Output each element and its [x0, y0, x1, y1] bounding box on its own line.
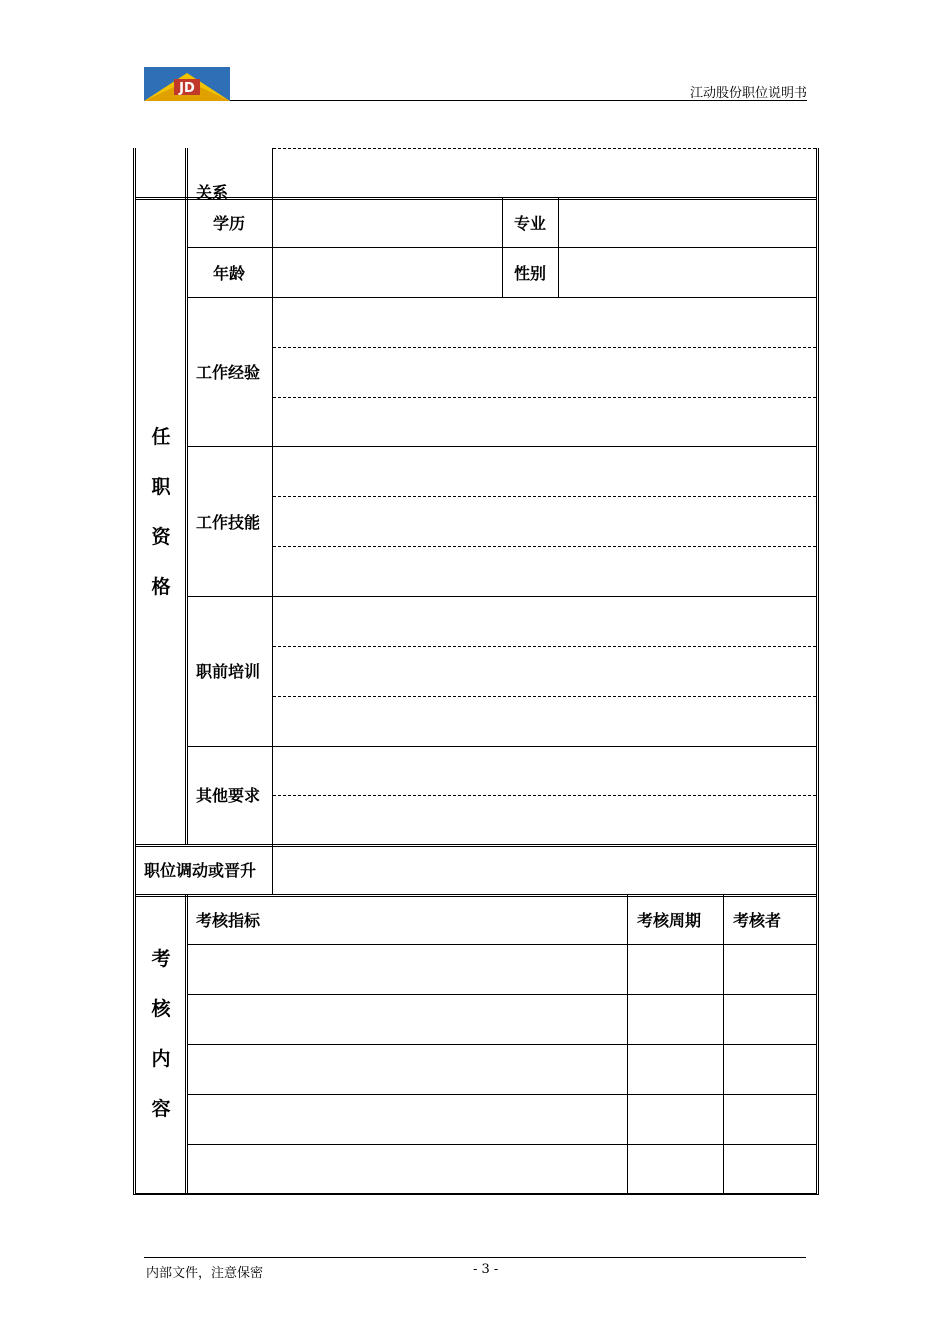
relation-label: 关系	[196, 183, 229, 202]
row-divider	[187, 746, 816, 747]
assessment-section-title: 考 核 内 容	[151, 948, 171, 1120]
gender-label: 性别	[514, 264, 547, 283]
row-divider	[187, 446, 816, 447]
age-label: 年龄	[213, 264, 246, 283]
confidential-notice: 内部文件，注意保密	[146, 1266, 264, 1281]
row-divider	[187, 1044, 816, 1045]
transfer-label: 职位调动或晋升	[144, 861, 257, 880]
dashed-line	[273, 148, 816, 149]
dashed-line	[273, 496, 816, 497]
row-divider	[187, 944, 816, 945]
row-divider	[187, 596, 816, 597]
header-divider	[230, 100, 807, 101]
row-divider	[187, 994, 816, 995]
dashed-line	[273, 696, 816, 697]
dashed-line	[273, 795, 816, 796]
training-label: 职前培训	[196, 662, 261, 681]
assessor-header: 考核者	[733, 911, 782, 930]
footer-divider	[144, 1257, 806, 1258]
dashed-line	[273, 397, 816, 398]
row-divider	[187, 1094, 816, 1095]
skills-label: 工作技能	[196, 513, 261, 532]
education-label: 学历	[213, 214, 246, 233]
section-divider	[136, 894, 816, 897]
row-divider	[187, 247, 816, 248]
row-divider	[187, 1144, 816, 1145]
document-title: 江动股份职位说明书	[689, 86, 807, 101]
qualifications-section-title: 任 职 资 格	[151, 426, 171, 598]
row-divider	[187, 297, 816, 298]
job-description-form	[133, 148, 819, 1195]
section-col-divider	[185, 148, 188, 845]
section-divider	[136, 197, 816, 200]
logo-text: JD	[179, 81, 195, 96]
dashed-line	[273, 347, 816, 348]
experience-label: 工作经验	[196, 363, 261, 382]
company-logo	[144, 67, 230, 101]
page-number: - 3 -	[473, 1262, 499, 1277]
major-right-divider	[558, 198, 559, 298]
dashed-line	[273, 546, 816, 547]
dashed-line	[273, 646, 816, 647]
section-divider	[136, 844, 816, 847]
assessment-indicator-header: 考核指标	[196, 911, 261, 930]
major-label: 专业	[514, 214, 547, 233]
transfer-col-divider	[272, 845, 273, 895]
major-left-divider	[502, 198, 503, 298]
other-requirements-label: 其他要求	[196, 786, 261, 805]
assessment-period-header: 考核周期	[637, 911, 702, 930]
